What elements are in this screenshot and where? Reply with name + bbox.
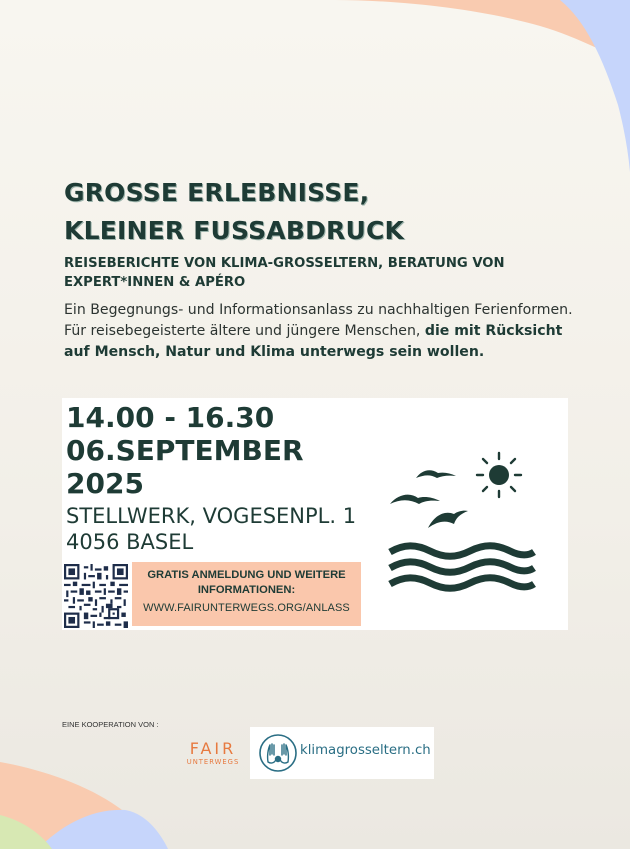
registration-heading [132, 568, 361, 598]
event-address-line-1: STELLWERK, VOGESENPL. 1 [66, 504, 357, 528]
event-year: 2025 [66, 467, 144, 500]
intro-text [64, 300, 584, 363]
sun-birds-waves-icon [382, 448, 547, 593]
registration-url-link[interactable]: WWW.FAIRUNTERWEGS.ORG/ANLASS [143, 602, 350, 614]
intro-bold: die mit Rücksicht auf Mensch, Natur und Klima unterwegs sein wollen. [64, 323, 563, 360]
intro-regular: Ein Begegnungs- und Informationsanlass zu nachhaltigen Ferienformen. Für reisebegeisterte ältere und jüngere Menschen, [64, 302, 573, 339]
hands-earth-icon [258, 732, 298, 774]
headline-line-1: GROSSE ERLEBNISSE, [64, 178, 370, 207]
fair-logo-sub: UNTERWEGS [186, 758, 240, 766]
klimagrosseltern-name: klimagrosseltern.ch [300, 743, 431, 758]
registration-box [132, 562, 361, 626]
event-address-line-2: 4056 BASEL [66, 530, 194, 554]
klimagrosseltern-logo[interactable] [250, 727, 434, 779]
cooperation-label: EINE KOOPERATION VON : [62, 720, 159, 729]
event-time: 14.00 - 16.30 [66, 401, 275, 434]
event-date: 06.SEPTEMBER [66, 434, 304, 467]
headline-line-2: KLEINER FUSSABDRUCK [64, 216, 405, 245]
headline [64, 174, 404, 250]
registration-heading-line-1: GRATIS ANMELDUNG UND WEITERE [147, 569, 346, 581]
qr-code-icon[interactable] [64, 564, 128, 628]
fair-logo-name: FAIR [189, 739, 237, 758]
event-panel [62, 398, 568, 630]
registration-heading-line-2: INFORMATIONEN: [197, 584, 296, 596]
subtitle: REISEBERICHTE VON KLIMA-GROSSELTERN, BERATUNG VON EXPERT*INNEN & APÉRO [64, 256, 505, 290]
fair-unterwegs-logo[interactable] [184, 740, 242, 766]
